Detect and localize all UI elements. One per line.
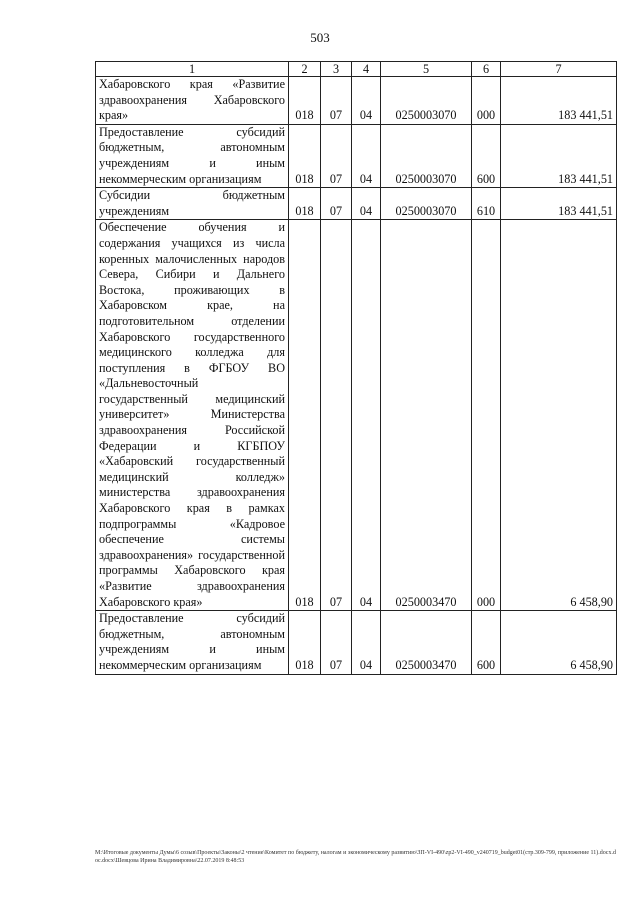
ministry-code: 018 bbox=[289, 124, 321, 187]
subsection-code: 04 bbox=[352, 611, 381, 674]
section-code: 07 bbox=[321, 124, 352, 187]
sum-value: 183 441,51 bbox=[501, 124, 617, 187]
page-number: 503 bbox=[310, 30, 330, 45]
sum-value: 6 458,90 bbox=[501, 220, 617, 611]
target-article-code: 0250003470 bbox=[381, 220, 472, 611]
column-header: 4 bbox=[352, 62, 381, 77]
expense-type-code: 000 bbox=[472, 220, 501, 611]
table-row bbox=[96, 77, 617, 125]
target-article-code: 0250003070 bbox=[381, 77, 472, 125]
column-header: 3 bbox=[321, 62, 352, 77]
expense-type-code: 610 bbox=[472, 188, 501, 220]
table-row bbox=[96, 220, 617, 611]
sum-value: 6 458,90 bbox=[501, 611, 617, 674]
subsection-code: 04 bbox=[352, 220, 381, 611]
row-name: Хабаровского края «Развитие здравоохранения Хабаровского края» bbox=[96, 77, 289, 125]
section-code: 07 bbox=[321, 188, 352, 220]
section-code: 07 bbox=[321, 611, 352, 674]
row-name: Предоставление субсидий бюджетным, автономным учреждениям и иным некоммерческим организациям bbox=[96, 611, 289, 674]
row-name: Субсидии бюджетным учреждениям bbox=[96, 188, 289, 220]
column-header: 5 bbox=[381, 62, 472, 77]
column-header: 7 bbox=[501, 62, 617, 77]
subsection-code: 04 bbox=[352, 77, 381, 125]
ministry-code: 018 bbox=[289, 220, 321, 611]
row-name: Обеспечение обучения и содержания учащихся из числа коренных малочисленных народов Севера, Сибири и Дальнего Востока, проживающих в Хабаровском крае, на подготовительном отделении Хабаровского государственного медицинского колледжа для поступления в ФГБОУ ВО «Дальневосточный государственный медицинский университет» Министерства здравоохранения Российской Федерации и КГБПОУ «Хабаровский государственный медицинский колледж» министерства здравоохранения Хабаровского края в рамках подпрограммы «Кадровое обеспечение системы здравоохранения» государственной программы Хабаровского края «Развитие здравоохранения Хабаровского края» bbox=[96, 220, 289, 611]
section-code: 07 bbox=[321, 77, 352, 125]
ministry-code: 018 bbox=[289, 611, 321, 674]
ministry-code: 018 bbox=[289, 77, 321, 125]
target-article-code: 0250003470 bbox=[381, 611, 472, 674]
target-article-code: 0250003070 bbox=[381, 188, 472, 220]
expense-type-code: 000 bbox=[472, 77, 501, 125]
target-article-code: 0250003070 bbox=[381, 124, 472, 187]
row-name: Предоставление субсидий бюджетным, автономным учреждениям и иным некоммерческим организациям bbox=[96, 124, 289, 187]
column-header: 2 bbox=[289, 62, 321, 77]
expense-type-code: 600 bbox=[472, 124, 501, 187]
document-path-footer: M:\Итоговые документы Думы\6 созыв\Проекты\Законы\2 чтение\Комитет по бюджету, налогам и экономическому развитию\ЗП-VI-490\zp2-VI-490_v240719_budget01(стр.309-799, приложение 11).docx.doc.docx\Шевцова Ирина Владимировна\22.07.2019 8:48:53 bbox=[95, 850, 616, 864]
subsection-code: 04 bbox=[352, 124, 381, 187]
table-header-row bbox=[96, 62, 617, 77]
expense-type-code: 600 bbox=[472, 611, 501, 674]
table-row bbox=[96, 124, 617, 187]
column-header: 1 bbox=[96, 62, 289, 77]
table-row bbox=[96, 611, 617, 674]
subsection-code: 04 bbox=[352, 188, 381, 220]
sum-value: 183 441,51 bbox=[501, 77, 617, 125]
section-code: 07 bbox=[321, 220, 352, 611]
sum-value: 183 441,51 bbox=[501, 188, 617, 220]
column-header: 6 bbox=[472, 62, 501, 77]
table-row bbox=[96, 188, 617, 220]
ministry-code: 018 bbox=[289, 188, 321, 220]
budget-table bbox=[95, 61, 617, 675]
